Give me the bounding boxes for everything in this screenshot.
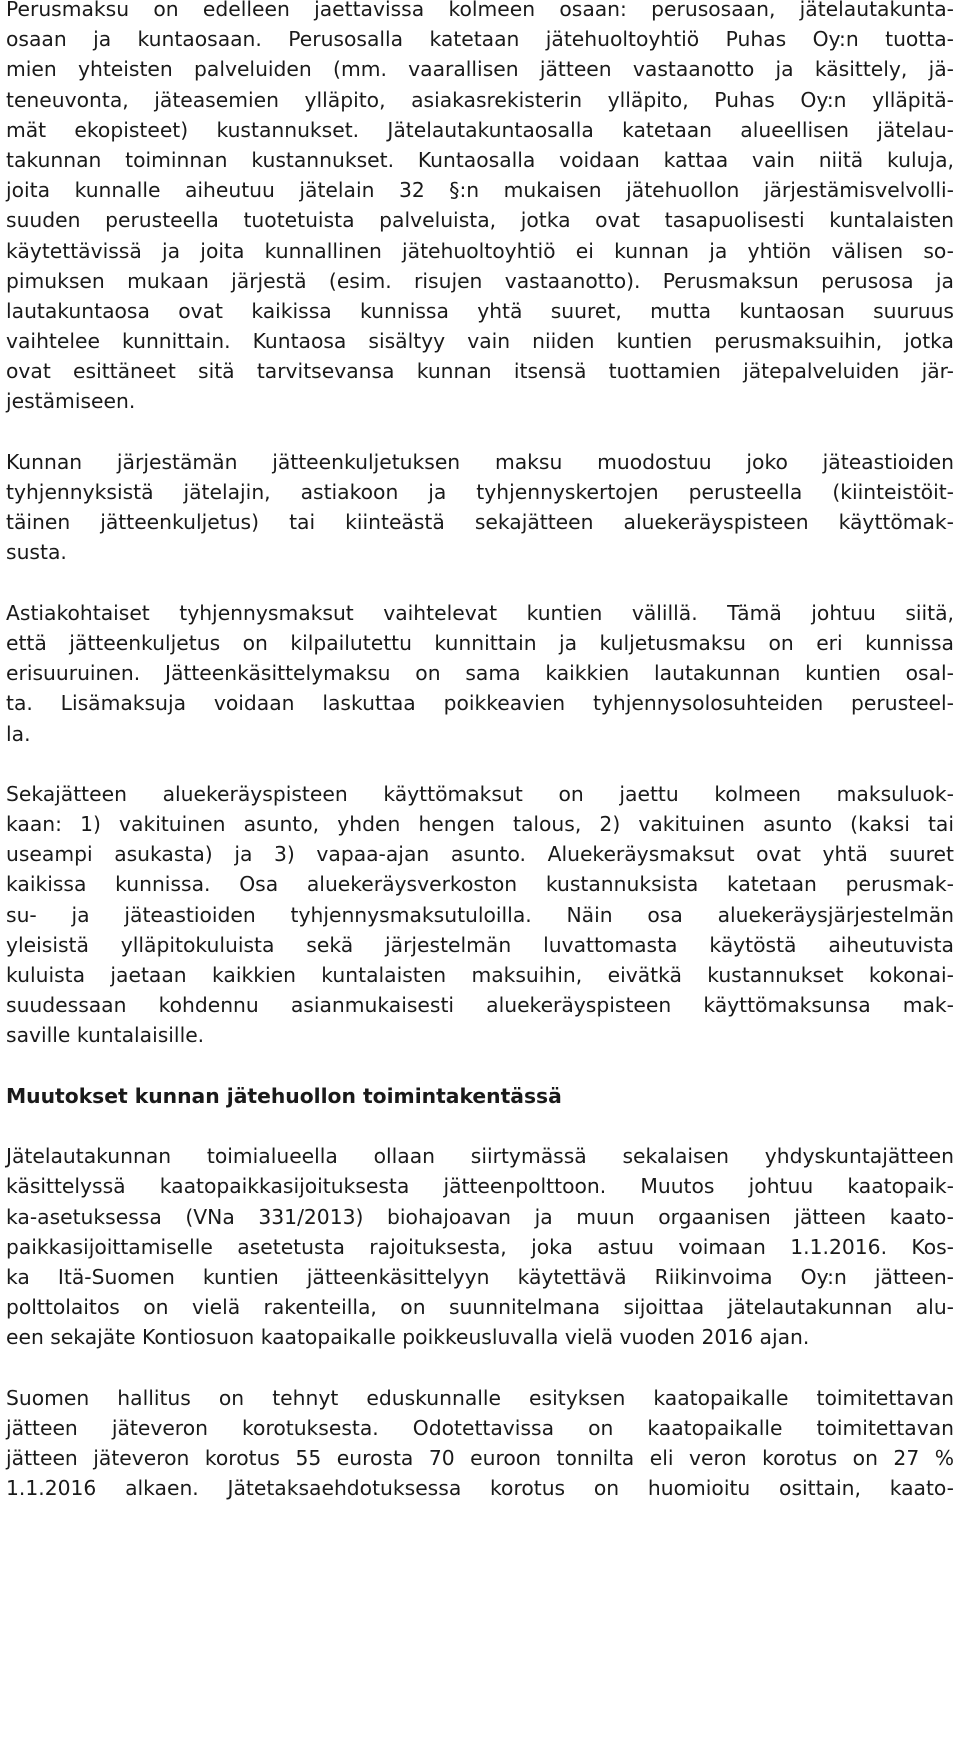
text-line: erisuuruinen. Jätteenkäsittelymaksu on sama kaikkien lautakunnan kuntien osal- [6, 661, 954, 686]
text-line: Sekajätteen aluekeräyspisteen käyttömaksut on jaettu kolmeen maksuluok- [6, 781, 954, 806]
paragraph-gap [6, 749, 954, 779]
text-line: Jätelautakunnan toimialueella ollaan siirtymässä sekalaisen yhdyskuntajätteen [6, 1144, 954, 1169]
section-heading: Muutokset kunnan jätehuollon toimintakentässä [6, 1083, 562, 1108]
text-line: kaikissa kunnissa. Osa aluekeräysverkoston kustannuksista katetaan perusmak- [6, 872, 954, 897]
text-line: Perusmaksu on edelleen jaettavissa kolmeen osaan: perusosaan, jätelautakunta- [6, 0, 954, 21]
text-line: ka-asetuksessa (VNa 331/2013) biohajoavan ja muun orgaanisen jätteen kaato- [6, 1204, 954, 1229]
text-line: ka Itä-Suomen kuntien jätteenkäsittelyyn käytettävä Riikinvoima Oy:n jätteen- [6, 1264, 954, 1289]
paragraph-incineration [6, 1141, 954, 1352]
text-line: yleisistä ylläpitokuluista sekä järjestelmän luvattomasta käytöstä aiheutuvista [6, 932, 954, 957]
text-line: jestämiseen. [6, 389, 136, 414]
text-line: mät ekopisteet) kustannukset. Jätelautakuntaosalla katetaan alueellisen jätelau- [6, 117, 954, 142]
text-line: jätteen jäteveron korotus 55 eurosta 70 euroon tonnilta eli veron korotus on 27 % [6, 1446, 954, 1471]
text-line: mien yhteisten palveluiden (mm. vaarallisen jätteen vastaanotto ja käsittely, jä- [6, 57, 954, 82]
text-line: een sekajäte Kontiosuon kaatopaikalle poikkeusluvalla vielä vuoden 2016 ajan. [6, 1325, 810, 1350]
paragraph-emptying-fees [6, 598, 954, 749]
text-line: täinen jätteenkuljetus) tai kiinteästä sekajätteen aluekeräyspisteen käyttömak- [6, 510, 954, 535]
text-line: 1.1.2016 alkaen. Jätetaksaehdotuksessa korotus on huomioitu osittain, kaato- [6, 1476, 954, 1501]
text-line: jätteen jäteveron korotuksesta. Odotettavissa on kaatopaikalle toimitettavan [6, 1415, 954, 1440]
text-line: kaan: 1) vakituinen asunto, yhden hengen talous, 2) vakituinen asunto (kaksi tai [6, 812, 954, 837]
text-line: Astiakohtaiset tyhjennysmaksut vaihtelevat kuntien välillä. Tämä johtuu siitä, [6, 600, 954, 625]
text-line: su- ja jäteastioiden tyhjennysmaksutuloilla. Näin osa aluekeräysjärjestelmän [6, 902, 954, 927]
text-line: käytettävissä ja joita kunnallinen jätehuoltoyhtiö ei kunnan ja yhtiön välisen so- [6, 238, 954, 263]
text-line: useampi asukasta) ja 3) vapaa-ajan asunto. Aluekeräysmaksut ovat yhtä suuret [6, 842, 954, 867]
text-line: polttolaitos on vielä rakenteilla, on suunnitelmana sijoittaa jätelautakunnan alu- [6, 1295, 954, 1320]
paragraph-gap [6, 568, 954, 598]
text-line: tyhjennyksistä jätelajin, astiakoon ja tyhjennyskertojen perusteella (kiinteistöit- [6, 480, 954, 504]
text-line: takunnan toiminnan kustannukset. Kuntaosalla voidaan kattaa vain niitä kuluja, [6, 147, 954, 172]
paragraph-waste-tax [6, 1383, 954, 1504]
paragraph-gap [6, 1051, 954, 1081]
text-line: la. [6, 721, 31, 746]
text-line: ta. Lisämaksuja voidaan laskuttaa poikkeavien tyhjennysolosuhteiden perusteel- [6, 691, 954, 716]
text-line: teneuvonta, jäteasemien ylläpito, asiakasrekisterin ylläpito, Puhas Oy:n ylläpitä- [6, 87, 954, 112]
text-line: vaihtelee kunnittain. Kuntaosa sisältyy vain niiden kuntien perusmaksuihin, jotka [6, 329, 954, 354]
text-line: suuden perusteella tuotetuista palveluista, jotka ovat tasapuolisesti kuntalaisten [6, 208, 954, 233]
paragraph-collection-fee [6, 447, 954, 568]
text-line: pimuksen mukaan järjestä (esim. risujen vastaanotto). Perusmaksun perusosa ja [6, 268, 954, 293]
paragraph-gap [6, 1352, 954, 1382]
text-line: joita kunnalle aiheutuu jätelain 32 §:n mukaisen jätehuollon järjestämisvelvolli- [6, 178, 954, 203]
text-line: lautakuntaosa ovat kaikissa kunnissa yhtä suuret, mutta kuntaosan suuruus [6, 298, 954, 323]
text-line: kuluista jaetaan kaikkien kuntalaisten maksuihin, eivätkä kustannukset kokonai- [6, 963, 954, 987]
text-line: Kunnan järjestämän jätteenkuljetuksen maksu muodostuu joko jäteastioiden [6, 449, 954, 474]
text-line: susta. [6, 540, 67, 565]
paragraph-basic-fee [6, 0, 954, 417]
text-line: Suomen hallitus on tehnyt eduskunnalle esityksen kaatopaikalle toimitettavan [6, 1385, 954, 1410]
text-line: paikkasijoittamiselle asetetusta rajoituksesta, joka astuu voimaan 1.1.2016. Kos- [6, 1234, 954, 1259]
text-line: osaan ja kuntaosaan. Perusosalla katetaan jätehuoltoyhtiö Puhas Oy:n tuotta- [6, 27, 954, 52]
text-line: käsittelyssä kaatopaikkasijoituksesta jätteenpolttoon. Muutos johtuu kaatopaik- [6, 1174, 954, 1199]
text-line: suudessaan kohdennu asianmukaisesti aluekeräyspisteen käyttömaksunsa mak- [6, 993, 954, 1018]
paragraph-regional-collection [6, 779, 954, 1051]
text-line: saville kuntalaisille. [6, 1023, 205, 1048]
text-line: että jätteenkuljetus on kilpailutettu kunnittain ja kuljetusmaksu on eri kunnissa [6, 630, 954, 655]
paragraph-gap [6, 1111, 954, 1141]
text-line: ovat esittäneet sitä tarvitsevansa kunnan itsensä tuottamien jätepalveluiden jär- [6, 359, 954, 384]
document-page [6, 0, 954, 1503]
paragraph-gap [6, 417, 954, 447]
